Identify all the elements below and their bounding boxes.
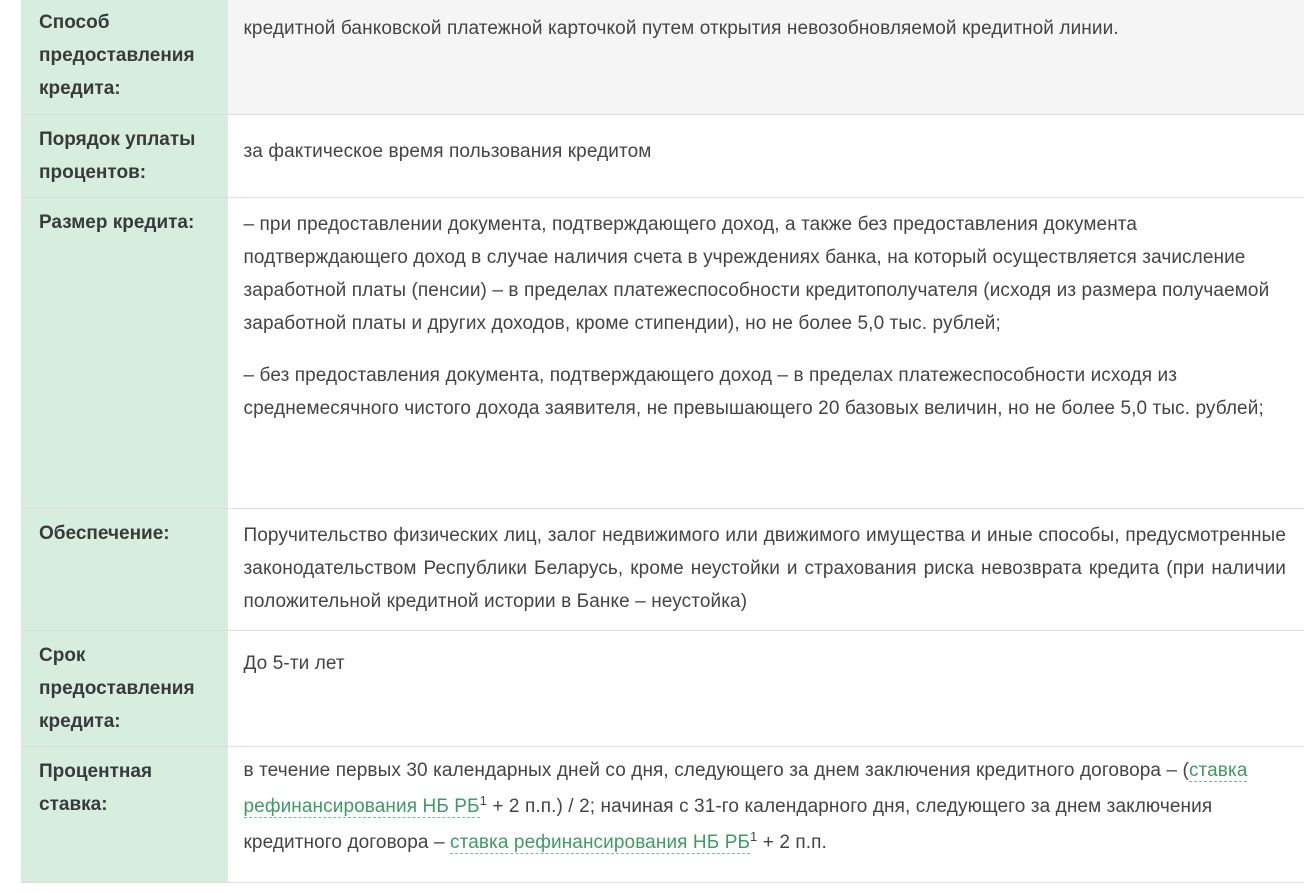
table-row: [21, 508, 1304, 630]
table-row: [21, 0, 1304, 114]
row-value-collateral: [227, 508, 1304, 630]
table-row: [21, 197, 1304, 508]
credit-amount-paragraph-2: – без предоставления документа, подтверждающего доход – в пределах платежеспособности исходя из среднемесячного чистого дохода заявителя, не превышающего 20 базовых величин, но не более 5,0 тыс. рублей;: [243, 364, 1264, 419]
row-label-interest-payment: Порядок уплаты процентов:: [21, 114, 227, 197]
footnote-marker: 1: [750, 828, 758, 844]
interest-rate-text-part-2: + 2 п.п.) / 2; начиная с 31-го календарного дня, следующего за днем заключения кредитного договора –: [243, 795, 1213, 853]
row-label-collateral: Обеспечение:: [21, 508, 227, 630]
row-value-term: [227, 630, 1304, 746]
row-value-provision-method: [227, 0, 1304, 114]
row-label-provision-method: Способ предоставления кредита:: [21, 0, 227, 114]
table-row: [21, 114, 1304, 197]
refinancing-rate-link[interactable]: ставка рефинансирования НБ РБ: [243, 759, 1248, 817]
refinancing-rate-link[interactable]: ставка рефинансирования НБ РБ: [450, 831, 751, 853]
row-label-interest-rate: Процентная ставка:: [21, 746, 227, 882]
provision-method-text: кредитной банковской платежной карточкой путем открытия невозобновляемой кредитной линии.: [243, 18, 1119, 39]
interest-rate-text-part-3: + 2 п.п.: [757, 831, 827, 853]
table-row: [21, 746, 1304, 882]
credit-terms-table: [21, 0, 1304, 883]
term-text: До 5-ти лет: [243, 652, 345, 674]
footnote-marker: 1: [479, 792, 487, 808]
collateral-text: Поручительство физических лиц, залог недвижимого или движимого имущества и иные способы, предусмотренные законодательством Республики Беларусь, кроме неустойки и страхования риска невозврата кредита (при наличии положительной кредитной истории в Банке – неустойка): [243, 524, 1286, 612]
row-value-interest-payment: [227, 114, 1304, 197]
interest-payment-text: за фактическое время пользования кредитом: [243, 140, 652, 162]
table-row: [21, 630, 1304, 746]
interest-rate-text-part-1: в течение первых 30 календарных дней со дня, следующего за днем заключения кредитного договора – (: [243, 759, 1189, 781]
row-label-credit-amount: Размер кредита:: [21, 197, 227, 508]
interest-rate-text: [244, 753, 1287, 861]
row-value-interest-rate: [227, 746, 1304, 882]
credit-amount-paragraph-1: – при предоставлении документа, подтверждающего доход, а также без предоставления документа подтверждающего доход в случае наличия счета в учреждениях банка, на который осуществляется зачисление заработной платы (пенсии) – в пределах платежеспособности кредитополучателя (исходя из размера получаемой заработной платы и других доходов, кроме стипендии), но не более 5,0 тыс. рублей;: [243, 213, 1270, 334]
row-label-term: Срок предоставления кредита:: [21, 630, 227, 746]
row-value-credit-amount: [227, 197, 1304, 508]
